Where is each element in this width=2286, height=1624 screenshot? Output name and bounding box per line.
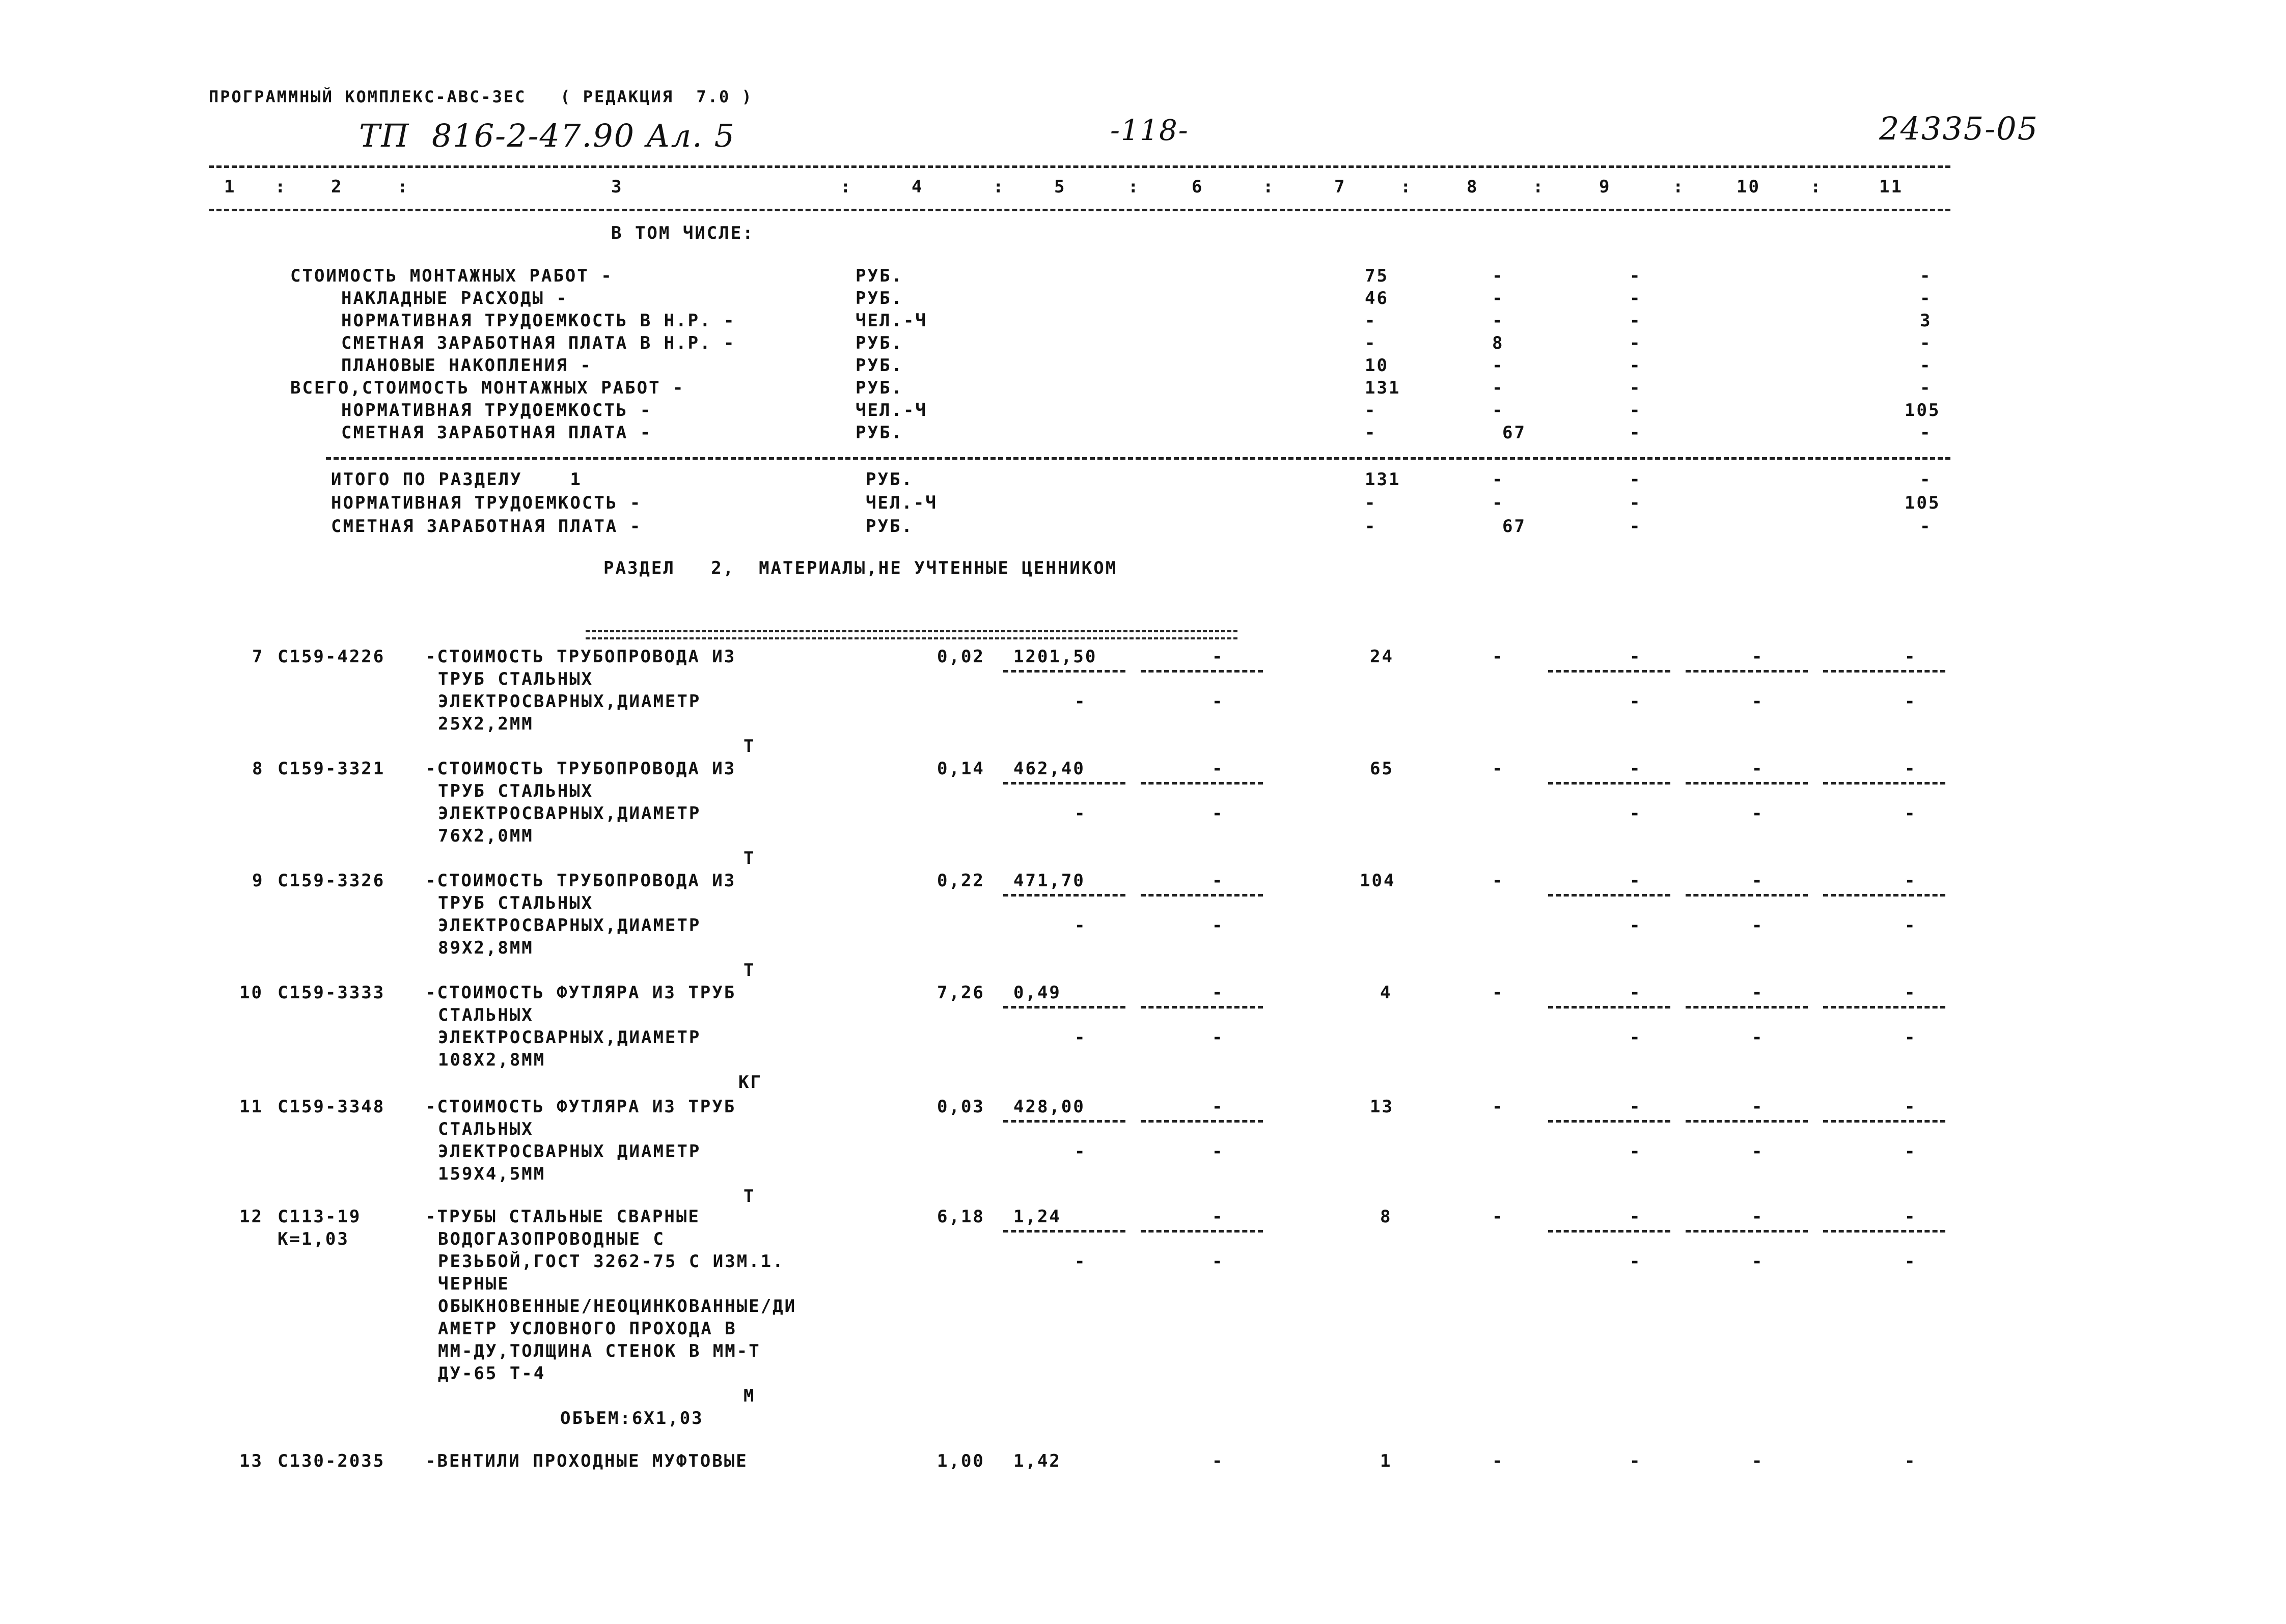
- item-price: 1,42: [1013, 1451, 1061, 1471]
- item-subrule: [1686, 894, 1808, 897]
- item-description-line: ДУ-65 Т-4: [438, 1363, 546, 1384]
- item-description-line: ЧЕРНЫЕ: [438, 1274, 510, 1294]
- item-description-line: ЭЛЕКТРОСВАРНЫХ,ДИАМЕТР: [438, 915, 701, 936]
- item-col11: -: [1905, 647, 1917, 667]
- item-quantity: 0,22: [937, 871, 985, 891]
- item-subrule: [1548, 670, 1670, 673]
- item-col9: -: [1630, 983, 1642, 1003]
- row-unit: ЧЕЛ.-Ч: [856, 311, 927, 331]
- item-col9: -: [1630, 871, 1642, 891]
- row-unit: РУБ.: [856, 423, 903, 443]
- item-subrule: [1823, 1120, 1945, 1123]
- item-subrule: [1141, 1006, 1263, 1009]
- project-code: ТП 816-2-47.90 Ал. 5: [359, 117, 736, 154]
- item-col6: -: [1212, 1451, 1224, 1471]
- row-unit: РУБ.: [856, 378, 903, 398]
- item-code: С159-3348: [278, 1097, 385, 1117]
- item-price: 1,24: [1013, 1207, 1061, 1227]
- column-separator: :: [1533, 177, 1545, 197]
- item-description-line: ЭЛЕКТРОСВАРНЫХ ДИАМЕТР: [438, 1141, 701, 1162]
- item-col8: -: [1492, 647, 1504, 667]
- item-number: 9: [252, 871, 264, 891]
- item-col6: -: [1212, 1207, 1224, 1227]
- column-number-6: 6: [1192, 177, 1204, 197]
- row-col11: -: [1920, 355, 1932, 376]
- item-col10: -: [1752, 1097, 1764, 1117]
- item-col10: -: [1752, 759, 1764, 779]
- item-subrule: [1003, 1006, 1125, 1009]
- item-description-line: АМЕТР УСЛОВНОГО ПРОХОДА В: [438, 1319, 737, 1339]
- item-col9: -: [1630, 1207, 1642, 1227]
- item-col8: -: [1492, 1451, 1504, 1471]
- row-col9: -: [1630, 288, 1642, 309]
- item-col7: 8: [1380, 1207, 1392, 1227]
- row-label: СМЕТНАЯ ЗАРАБОТНАЯ ПЛАТА -: [341, 423, 652, 443]
- item-sub-col10: -: [1752, 1027, 1764, 1048]
- item-description-line: -ТРУБЫ СТАЛЬНЫЕ СВАРНЫЕ: [425, 1207, 700, 1227]
- item-subrule: [1686, 670, 1808, 673]
- row-col11: 105: [1905, 400, 1941, 421]
- item-col7: 1: [1380, 1451, 1392, 1471]
- item-code: С159-3321: [278, 759, 385, 779]
- item-col9: -: [1630, 647, 1642, 667]
- item-sub-col9: -: [1630, 1027, 1642, 1048]
- item-subrule: [1141, 1230, 1263, 1233]
- item-col11: -: [1905, 1097, 1917, 1117]
- item-subrule: [1823, 782, 1945, 785]
- item-sub-col6: -: [1212, 691, 1224, 712]
- item-subrule: [1003, 1120, 1125, 1123]
- total-label: СМЕТНАЯ ЗАРАБОТНАЯ ПЛАТА -: [331, 516, 642, 537]
- item-subrule: [1003, 894, 1125, 897]
- row-unit: РУБ.: [856, 288, 903, 309]
- item-sub-col5: -: [1075, 915, 1087, 936]
- item-col8: -: [1492, 983, 1504, 1003]
- row-col11: -: [1920, 266, 1932, 286]
- item-col11: -: [1905, 871, 1917, 891]
- item-sub-col5: -: [1075, 1251, 1087, 1272]
- row-col9: -: [1630, 333, 1642, 353]
- item-sub-col9: -: [1630, 691, 1642, 712]
- row-col11: -: [1920, 378, 1932, 398]
- item-col9: -: [1630, 759, 1642, 779]
- item-col9: -: [1630, 1451, 1642, 1471]
- column-number-11: 11: [1879, 177, 1903, 197]
- item-sub-col6: -: [1212, 915, 1224, 936]
- item-sub-col10: -: [1752, 1141, 1764, 1162]
- row-col9: -: [1630, 378, 1642, 398]
- total-col11: -: [1920, 469, 1932, 490]
- item-subrule: [1141, 670, 1263, 673]
- item-sub-col10: -: [1752, 803, 1764, 824]
- item-unit: Т: [743, 1186, 756, 1207]
- row-unit: ЧЕЛ.-Ч: [856, 400, 927, 421]
- item-col8: -: [1492, 1097, 1504, 1117]
- item-description-line: СТАЛЬНЫХ: [438, 1119, 534, 1139]
- total-label: ИТОГО ПО РАЗДЕЛУ 1: [331, 469, 582, 490]
- item-quantity: 0,14: [937, 759, 985, 779]
- column-separator: :: [1400, 177, 1413, 197]
- section1-heading: В ТОМ ЧИСЛЕ:: [611, 223, 755, 243]
- row-col7: -: [1365, 400, 1377, 421]
- item-description-line: ТРУБ СТАЛЬНЫХ: [438, 893, 594, 913]
- item-subrule: [1141, 782, 1263, 785]
- item-col6: -: [1212, 871, 1224, 891]
- item-sub-col11: -: [1905, 1141, 1917, 1162]
- row-col9: -: [1630, 423, 1642, 443]
- column-number-5: 5: [1054, 177, 1066, 197]
- item-col11: -: [1905, 759, 1917, 779]
- column-separator: :: [1673, 177, 1685, 197]
- item-sub-col11: -: [1905, 915, 1917, 936]
- item-sub-col5: -: [1075, 691, 1087, 712]
- item-sub-col10: -: [1752, 1251, 1764, 1272]
- item-price: 471,70: [1013, 871, 1085, 891]
- item-number: 8: [252, 759, 264, 779]
- column-separator: :: [1128, 177, 1140, 197]
- item-description-line: РЕЗЬБОЙ,ГОСТ 3262-75 С ИЗМ.1.: [438, 1251, 785, 1272]
- row-col7: -: [1365, 423, 1377, 443]
- item-volume: ОБЪЕМ:6Х1,03: [560, 1408, 704, 1429]
- item-subrule: [1823, 670, 1945, 673]
- item-description-line: ОБЫКНОВЕННЫЕ/НЕОЦИНКОВАННЫЕ/ДИ: [438, 1296, 797, 1317]
- item-sub-col10: -: [1752, 915, 1764, 936]
- column-number-10: 10: [1737, 177, 1760, 197]
- item-description-line: 89Х2,8ММ: [438, 938, 534, 958]
- item-description-line: ЭЛЕКТРОСВАРНЫХ,ДИАМЕТР: [438, 1027, 701, 1048]
- item-description-line: ММ-ДУ,ТОЛЩИНА СТЕНОК В ММ-Т: [438, 1341, 761, 1361]
- total-col7: 131: [1365, 469, 1401, 490]
- row-col8: -: [1492, 311, 1504, 331]
- item-sub-col6: -: [1212, 803, 1224, 824]
- total-col9: -: [1630, 493, 1642, 513]
- row-col9: -: [1630, 266, 1642, 286]
- item-subrule: [1823, 894, 1945, 897]
- item-description-line: -ВЕНТИЛИ ПРОХОДНЫЕ МУФТОВЫЕ: [425, 1451, 748, 1471]
- item-col7: 65: [1370, 759, 1394, 779]
- item-col8: -: [1492, 871, 1504, 891]
- item-sub-col6: -: [1212, 1251, 1224, 1272]
- item-sub-col9: -: [1630, 1251, 1642, 1272]
- item-sub-col11: -: [1905, 1251, 1917, 1272]
- header-rule-top: [209, 165, 1950, 168]
- item-unit: М: [743, 1386, 756, 1406]
- column-number-9: 9: [1599, 177, 1611, 197]
- row-col8: -: [1492, 266, 1504, 286]
- item-sub-col5: -: [1075, 803, 1087, 824]
- item-quantity: 7,26: [937, 983, 985, 1003]
- row-label: ВСЕГО,СТОИМОСТЬ МОНТАЖНЫХ РАБОТ -: [290, 378, 685, 398]
- item-subrule: [1686, 1230, 1808, 1233]
- section2-double-rule: [586, 630, 1237, 639]
- row-col8: 8: [1492, 333, 1504, 353]
- total-col8: 67: [1502, 516, 1526, 537]
- row-label: НАКЛАДНЫЕ РАСХОДЫ -: [341, 288, 568, 309]
- item-subrule: [1141, 1120, 1263, 1123]
- row-label: СТОИМОСТЬ МОНТАЖНЫХ РАБОТ -: [290, 266, 613, 286]
- item-subrule: [1003, 782, 1125, 785]
- item-col11: -: [1905, 1451, 1917, 1471]
- item-description-line: 25Х2,2ММ: [438, 714, 534, 734]
- item-subrule: [1003, 1230, 1125, 1233]
- item-description-line: ЭЛЕКТРОСВАРНЫХ,ДИАМЕТР: [438, 691, 701, 712]
- item-number: 13: [239, 1451, 263, 1471]
- item-quantity: 6,18: [937, 1207, 985, 1227]
- item-quantity: 1,00: [937, 1451, 985, 1471]
- item-sub-col9: -: [1630, 803, 1642, 824]
- item-sub-col11: -: [1905, 691, 1917, 712]
- row-col7: 131: [1365, 378, 1401, 398]
- row-col8: -: [1492, 355, 1504, 376]
- item-number: 7: [252, 647, 264, 667]
- row-col7: 10: [1365, 355, 1389, 376]
- item-col10: -: [1752, 871, 1764, 891]
- item-col6: -: [1212, 647, 1224, 667]
- total-unit: РУБ.: [866, 516, 914, 537]
- item-quantity: 0,02: [937, 647, 985, 667]
- document-number: 24335-05: [1879, 110, 2039, 147]
- item-col7: 4: [1380, 983, 1392, 1003]
- item-price: 428,00: [1013, 1097, 1085, 1117]
- column-separator: :: [1810, 177, 1823, 197]
- item-unit: Т: [743, 848, 756, 869]
- item-col8: -: [1492, 1207, 1504, 1227]
- item-col10: -: [1752, 647, 1764, 667]
- total-col11: -: [1920, 516, 1932, 537]
- row-col7: 75: [1365, 266, 1389, 286]
- total-col8: -: [1492, 493, 1504, 513]
- item-description-line: -СТОИМОСТЬ ТРУБОПРОВОДА ИЗ: [425, 759, 736, 779]
- row-label: НОРМАТИВНАЯ ТРУДОЕМКОСТЬ -: [341, 400, 652, 421]
- item-col7: 24: [1370, 647, 1394, 667]
- item-description-line: СТАЛЬНЫХ: [438, 1005, 534, 1025]
- item-sub-col5: -: [1075, 1027, 1087, 1048]
- total-col9: -: [1630, 469, 1642, 490]
- total-col8: -: [1492, 469, 1504, 490]
- item-sub-col9: -: [1630, 915, 1642, 936]
- item-col6: -: [1212, 1097, 1224, 1117]
- column-separator: :: [1263, 177, 1275, 197]
- item-number: 10: [239, 983, 263, 1003]
- item-subrule: [1823, 1230, 1945, 1233]
- item-subrule: [1823, 1006, 1945, 1009]
- item-price: 0,49: [1013, 983, 1061, 1003]
- row-col8: 67: [1502, 423, 1526, 443]
- item-code: С130-2035: [278, 1451, 385, 1471]
- totals-rule: [326, 457, 1950, 460]
- item-sub-col6: -: [1212, 1141, 1224, 1162]
- item-sub-col11: -: [1905, 1027, 1917, 1048]
- column-number-1: 1: [224, 177, 236, 197]
- row-label: СМЕТНАЯ ЗАРАБОТНАЯ ПЛАТА В Н.Р. -: [341, 333, 736, 353]
- column-number-4: 4: [912, 177, 924, 197]
- item-unit: Т: [743, 960, 756, 981]
- page-number: -118-: [1110, 114, 1189, 147]
- row-col11: -: [1920, 423, 1932, 443]
- row-col7: 46: [1365, 288, 1389, 309]
- item-unit: КГ: [738, 1072, 762, 1093]
- item-col7: 13: [1370, 1097, 1394, 1117]
- item-description-line: -СТОИМОСТЬ ТРУБОПРОВОДА ИЗ: [425, 871, 736, 891]
- column-separator: :: [993, 177, 1005, 197]
- item-subrule: [1548, 1120, 1670, 1123]
- item-sub-col6: -: [1212, 1027, 1224, 1048]
- item-subrule: [1548, 1006, 1670, 1009]
- item-col6: -: [1212, 983, 1224, 1003]
- item-price: 1201,50: [1013, 647, 1097, 667]
- section2-title: РАЗДЕЛ 2, МАТЕРИАЛЫ,НЕ УЧТЕННЫЕ ЦЕННИКОМ: [603, 558, 1118, 578]
- item-subrule: [1548, 1230, 1670, 1233]
- column-separator: :: [397, 177, 409, 197]
- row-col11: 3: [1920, 311, 1932, 331]
- item-sub-col10: -: [1752, 691, 1764, 712]
- item-col8: -: [1492, 759, 1504, 779]
- item-description-line: ЭЛЕКТРОСВАРНЫХ,ДИАМЕТР: [438, 803, 701, 824]
- item-code: С159-3333: [278, 983, 385, 1003]
- item-description-line: 76Х2,0ММ: [438, 826, 534, 846]
- row-col9: -: [1630, 400, 1642, 421]
- total-col11: 105: [1905, 493, 1941, 513]
- item-subrule: [1548, 782, 1670, 785]
- row-label: ПЛАНОВЫЕ НАКОПЛЕНИЯ -: [341, 355, 592, 376]
- item-subrule: [1141, 894, 1263, 897]
- item-description-line: 159Х4,5ММ: [438, 1164, 546, 1184]
- column-number-7: 7: [1334, 177, 1346, 197]
- item-col11: -: [1905, 1207, 1917, 1227]
- total-unit: РУБ.: [866, 469, 914, 490]
- row-col9: -: [1630, 355, 1642, 376]
- item-col11: -: [1905, 983, 1917, 1003]
- row-col8: -: [1492, 378, 1504, 398]
- item-sub-col11: -: [1905, 803, 1917, 824]
- item-description-line: 108Х2,8ММ: [438, 1050, 546, 1070]
- item-description-line: -СТОИМОСТЬ ТРУБОПРОВОДА ИЗ: [425, 647, 736, 667]
- row-col7: -: [1365, 333, 1377, 353]
- item-number: 12: [239, 1207, 263, 1227]
- item-sub-col9: -: [1630, 1141, 1642, 1162]
- item-unit: Т: [743, 736, 756, 757]
- column-separator: :: [275, 177, 287, 197]
- item-col10: -: [1752, 1451, 1764, 1471]
- item-price: 462,40: [1013, 759, 1085, 779]
- total-label: НОРМАТИВНАЯ ТРУДОЕМКОСТЬ -: [331, 493, 642, 513]
- row-col11: -: [1920, 333, 1932, 353]
- row-col8: -: [1492, 400, 1504, 421]
- item-subrule: [1686, 782, 1808, 785]
- total-col9: -: [1630, 516, 1642, 537]
- item-description-line: ВОДОГАЗОПРОВОДНЫЕ С: [438, 1229, 665, 1249]
- item-col9: -: [1630, 1097, 1642, 1117]
- item-quantity: 0,03: [937, 1097, 985, 1117]
- total-unit: ЧЕЛ.-Ч: [866, 493, 938, 513]
- item-col7: 104: [1360, 871, 1396, 891]
- row-col9: -: [1630, 311, 1642, 331]
- row-unit: РУБ.: [856, 333, 903, 353]
- item-code: С159-3326: [278, 871, 385, 891]
- header-rule-bottom: [209, 209, 1950, 211]
- item-code-coefficient: К=1,03: [278, 1229, 349, 1249]
- item-description-line: -СТОИМОСТЬ ФУТЛЯРА ИЗ ТРУБ: [425, 983, 736, 1003]
- row-unit: РУБ.: [856, 266, 903, 286]
- column-number-3: 3: [611, 177, 623, 197]
- total-col7: -: [1365, 516, 1377, 537]
- row-col11: -: [1920, 288, 1932, 309]
- program-header: ПРОГРАММНЫЙ КОМПЛЕКС-АВС-3ЕС ( РЕДАКЦИЯ 7.0 ): [209, 87, 753, 106]
- column-number-8: 8: [1467, 177, 1479, 197]
- item-number: 11: [239, 1097, 263, 1117]
- item-col10: -: [1752, 1207, 1764, 1227]
- row-col7: -: [1365, 311, 1377, 331]
- item-subrule: [1548, 894, 1670, 897]
- item-sub-col5: -: [1075, 1141, 1087, 1162]
- item-code: С113-19: [278, 1207, 362, 1227]
- item-col6: -: [1212, 759, 1224, 779]
- item-description-line: ТРУБ СТАЛЬНЫХ: [438, 781, 594, 801]
- item-description-line: ТРУБ СТАЛЬНЫХ: [438, 669, 594, 689]
- item-code: С159-4226: [278, 647, 385, 667]
- row-unit: РУБ.: [856, 355, 903, 376]
- total-col7: -: [1365, 493, 1377, 513]
- item-subrule: [1686, 1006, 1808, 1009]
- row-col8: -: [1492, 288, 1504, 309]
- item-col10: -: [1752, 983, 1764, 1003]
- item-subrule: [1686, 1120, 1808, 1123]
- item-subrule: [1003, 670, 1125, 673]
- item-description-line: -СТОИМОСТЬ ФУТЛЯРА ИЗ ТРУБ: [425, 1097, 736, 1117]
- column-separator: :: [840, 177, 852, 197]
- row-label: НОРМАТИВНАЯ ТРУДОЕМКОСТЬ В Н.Р. -: [341, 311, 736, 331]
- column-number-2: 2: [331, 177, 343, 197]
